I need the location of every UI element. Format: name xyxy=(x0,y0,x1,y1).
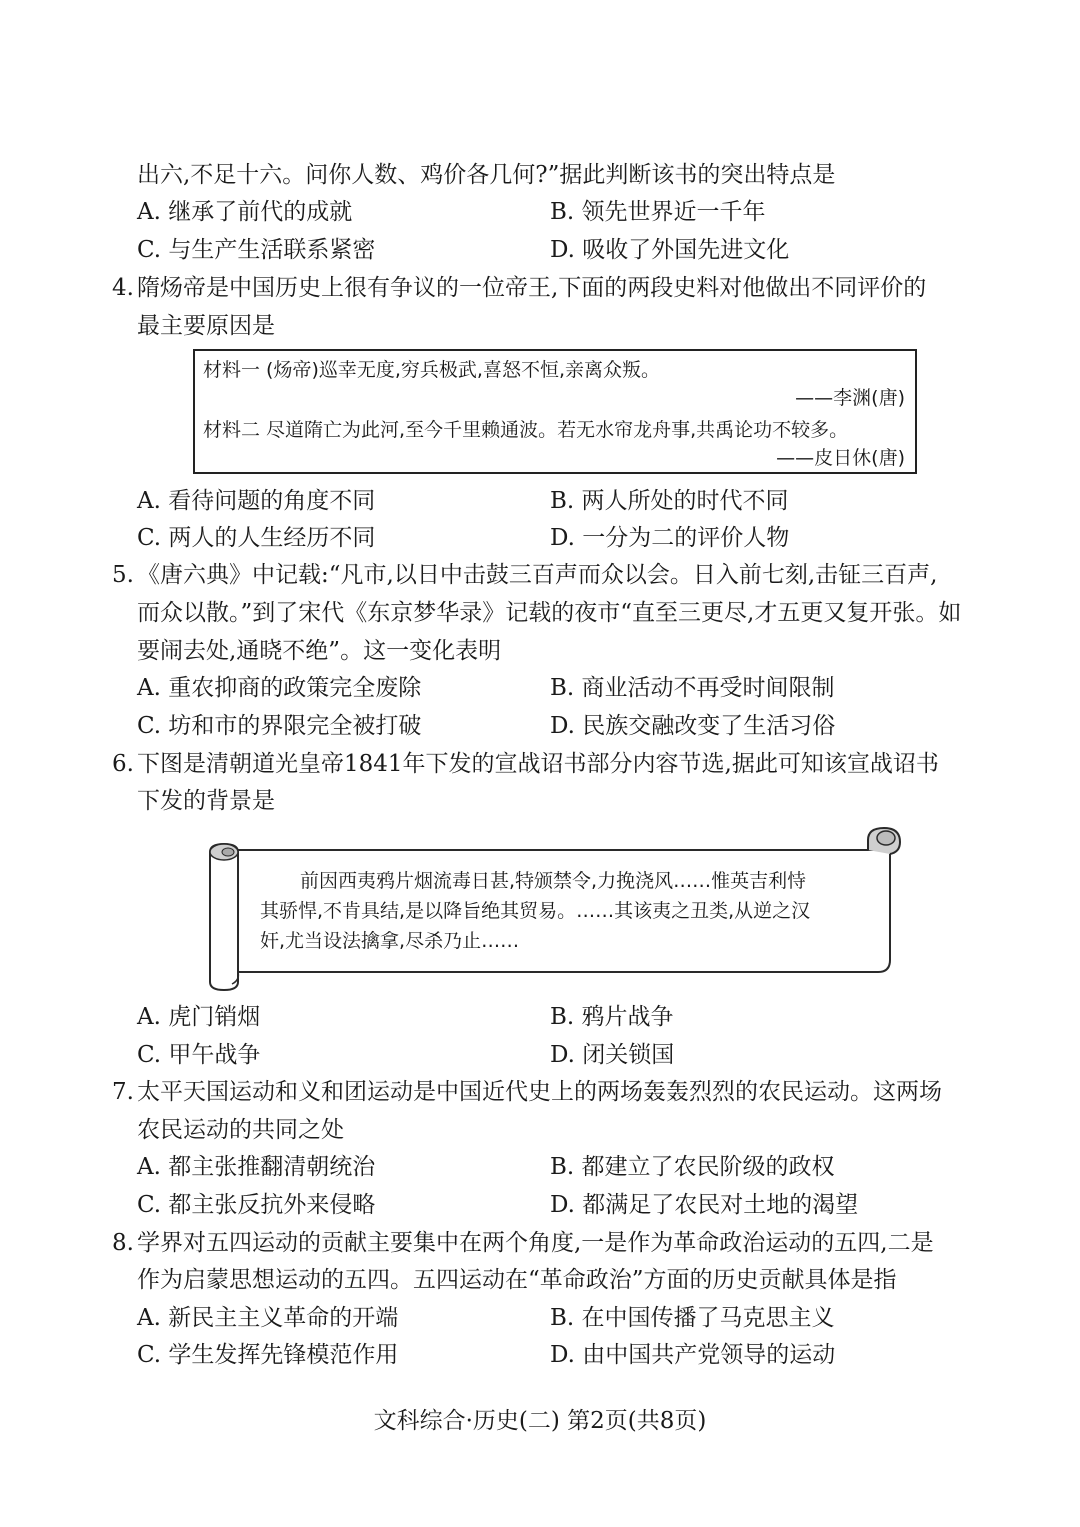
q8-option-d: D. 由中国共产党领导的运动 xyxy=(550,1342,836,1368)
q8-option-b: B. 在中国传播了马克思主义 xyxy=(550,1305,835,1331)
q7-option-a: A. 都主张推翻清朝统治 xyxy=(137,1154,376,1180)
q3-option-b: B. 领先世界近一千年 xyxy=(550,199,766,225)
q6-option-a: A. 虎门销烟 xyxy=(137,1004,261,1030)
q6-scroll-edict xyxy=(200,822,912,992)
q3-option-c: C. 与生产生活联系紧密 xyxy=(137,237,376,263)
q6-option-c: C. 甲午战争 xyxy=(137,1042,261,1068)
q6-stem-line2: 下发的背景是 xyxy=(137,788,275,814)
q6-number: 6. xyxy=(112,751,134,777)
q8-number: 8. xyxy=(112,1230,134,1256)
q5-option-d: D. 民族交融改变了生活习俗 xyxy=(550,713,836,739)
q8-stem-line2: 作为启蒙思想运动的五四。五四运动在“革命政治”方面的历史贡献具体是指 xyxy=(137,1267,897,1293)
q7-option-d: D. 都满足了农民对土地的渴望 xyxy=(550,1192,859,1218)
q5-number: 5. xyxy=(112,562,134,588)
q5-stem-line1: 《唐六典》中记载:“凡市,以日中击鼓三百声而众以会。日入前七刻,击钲三百声, xyxy=(137,562,938,588)
q7-stem-line1: 太平天国运动和义和团运动是中国近代史上的两场轰轰烈烈的农民运动。这两场 xyxy=(137,1079,942,1105)
q4-material-box xyxy=(193,349,917,474)
q7-number: 7. xyxy=(112,1079,134,1105)
q7-option-b: B. 都建立了农民阶级的政权 xyxy=(550,1154,835,1180)
q4-number: 4. xyxy=(112,275,134,301)
q6-edict-line1: 前因西夷鸦片烟流毒日甚,特颁禁令,力挽浇风……惟英吉利恃 xyxy=(300,870,807,892)
q7-option-c: C. 都主张反抗外来侵略 xyxy=(137,1192,376,1218)
q4-stem-line1: 隋炀帝是中国历史上很有争议的一位帝王,下面的两段史料对他做出不同评价的 xyxy=(137,275,927,301)
q4-material1: 材料一 (炀帝)巡幸无度,穷兵极武,喜怒不恒,亲离众叛。 xyxy=(203,359,660,381)
q4-option-a: A. 看待问题的角度不同 xyxy=(137,488,376,514)
q4-material2: 材料二 尽道隋亡为此河,至今千里赖通波。若无水帘龙舟事,共禹论功不较多。 xyxy=(203,419,849,441)
q6-option-b: B. 鸦片战争 xyxy=(550,1004,674,1030)
q5-stem-line3: 要闹去处,通晓不绝”。这一变化表明 xyxy=(137,638,502,664)
page-footer: 文科综合·历史(二) 第2页(共8页) xyxy=(373,1408,707,1434)
q6-stem-line1: 下图是清朝道光皇帝1841年下发的宣战诏书部分内容节选,据此可知该宣战诏书 xyxy=(137,751,939,777)
q7-stem-line2: 农民运动的共同之处 xyxy=(137,1117,344,1143)
q5-option-c: C. 坊和市的界限完全被打破 xyxy=(137,713,422,739)
q6-edict-line3: 奸,尤当设法擒拿,尽杀乃止…… xyxy=(260,930,520,952)
q8-option-c: C. 学生发挥先锋模范作用 xyxy=(137,1342,399,1368)
q4-stem-line2: 最主要原因是 xyxy=(137,313,275,339)
q3-option-d: D. 吸收了外国先进文化 xyxy=(550,237,790,263)
q4-source2: ——皮日休(唐) xyxy=(776,447,905,469)
q3-option-a: A. 继承了前代的成就 xyxy=(137,199,353,225)
q3-stem-continuation: 出六,不足十六。问你人数、鸡价各几何?”据此判断该书的突出特点是 xyxy=(137,162,836,188)
q4-source1: ——李渊(唐) xyxy=(795,387,905,409)
q8-stem-line1: 学界对五四运动的贡献主要集中在两个角度,一是作为革命政治运动的五四,二是 xyxy=(137,1230,934,1256)
q6-edict-line2: 其骄悍,不肯具结,是以降旨绝其贸易。……其该夷之丑类,从逆之汉 xyxy=(260,900,811,922)
q4-option-b: B. 两人所处的时代不同 xyxy=(550,488,789,514)
q5-stem-line2: 而众以散。”到了宋代《东京梦华录》记载的夜市“直至三更尽,才五更又复开张。如 xyxy=(137,600,962,626)
q4-option-d: D. 一分为二的评价人物 xyxy=(550,525,790,551)
q4-option-c: C. 两人的人生经历不同 xyxy=(137,525,376,551)
q6-option-d: D. 闭关锁国 xyxy=(550,1042,675,1068)
q5-option-a: A. 重农抑商的政策完全废除 xyxy=(137,675,422,701)
q8-option-a: A. 新民主主义革命的开端 xyxy=(137,1305,399,1331)
q5-option-b: B. 商业活动不再受时间限制 xyxy=(550,675,835,701)
